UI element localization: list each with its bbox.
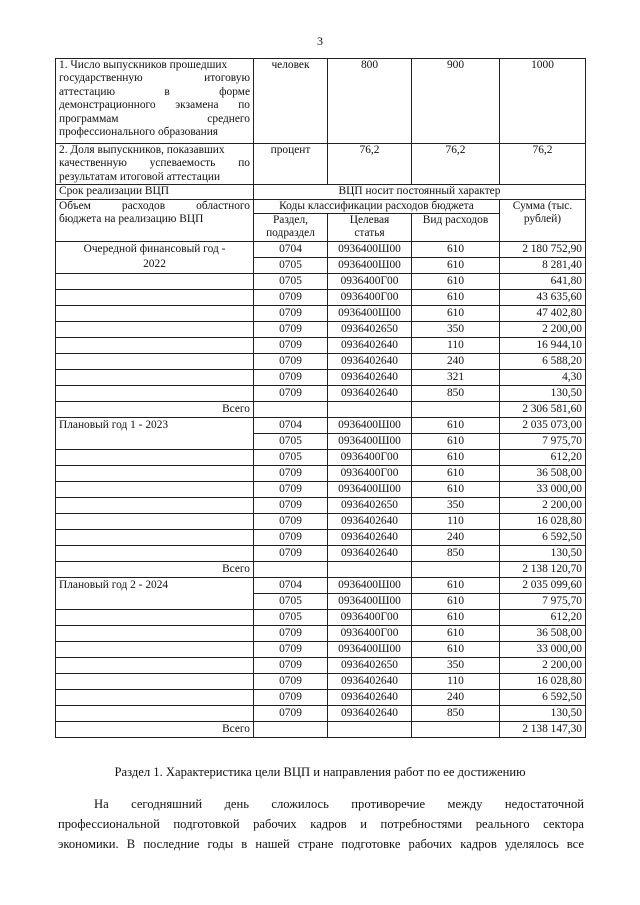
section-code: 0704 [254,577,328,593]
target-article: 0936400Г00 [328,609,412,625]
indicator-name-line: профессионального образования [59,126,219,139]
period-label [56,273,254,289]
amount: 33 000,00 [500,641,586,657]
amount: 16 028,80 [500,673,586,689]
empty-cell [328,561,412,577]
indicator-value: 1000 [500,59,586,144]
amount: 2 200,00 [500,497,586,513]
amount: 36 508,00 [500,465,586,481]
empty-cell [254,561,328,577]
indicator-name-line: результатам итоговой аттестации [59,170,221,183]
table-row [56,385,586,401]
period-label [56,353,254,369]
sum-header-line: Сумма (тыс. [512,199,573,212]
expense-type: 610 [412,433,500,449]
period-label [56,577,254,609]
expense-type: 610 [412,641,500,657]
expense-type: 610 [412,417,500,433]
target-article: 0936400Ш00 [328,641,412,657]
expense-type: 850 [412,385,500,401]
target-article: 0936402640 [328,337,412,353]
total-label: Всего [56,561,254,577]
expense-type: 240 [412,529,500,545]
indicator-name [56,144,254,185]
expense-type: 610 [412,465,500,481]
section-code: 0705 [254,257,328,273]
period-label [56,321,254,337]
term-row [56,185,586,199]
section-code: 0704 [254,417,328,433]
target-article: 0936402640 [328,385,412,401]
indicator-row [56,144,586,185]
table-row [56,465,586,481]
section-code: 0709 [254,369,328,385]
table-row [56,529,586,545]
table-row [56,321,586,337]
target-article: 0936400Ш00 [328,417,412,433]
amount: 47 402,80 [500,305,586,321]
target-article: 0936402640 [328,353,412,369]
table-row [56,577,586,593]
table-row [56,673,586,689]
period-label [56,529,254,545]
section-code: 0709 [254,353,328,369]
amount: 130,50 [500,705,586,721]
expense-type: 610 [412,273,500,289]
section-code: 0709 [254,641,328,657]
amount: 6 592,50 [500,529,586,545]
target-article: 0936400Ш00 [328,593,412,609]
target-article: 0936402640 [328,545,412,561]
indicator-unit: человек [254,59,328,144]
target-article: 0936400Г00 [328,289,412,305]
target-article: 0936400Ш00 [328,577,412,593]
amount: 16 944,10 [500,337,586,353]
expense-type: 110 [412,513,500,529]
expense-type: 610 [412,257,500,273]
amount: 612,20 [500,449,586,465]
period-label [56,657,254,673]
table-row [56,449,586,465]
amount: 130,50 [500,385,586,401]
body-line: экономики. В последние годы в нашей стране подготовке рабочих кадров уделялось все [58,837,584,851]
section-code: 0709 [254,289,328,305]
amount: 16 028,80 [500,513,586,529]
target-article: 0936402650 [328,321,412,337]
indicator-value: 800 [328,59,412,144]
expense-type: 110 [412,673,500,689]
section-code: 0709 [254,321,328,337]
period-label-line: Плановый год 2 - 2024 [59,578,169,591]
indicator-name-line: демонстрационного экзамена по [59,99,250,112]
total-row [56,401,586,417]
target-article: 0936400Ш00 [328,433,412,449]
header-row [56,199,586,213]
target-article: 0936402650 [328,657,412,673]
section-code: 0709 [254,513,328,529]
amount: 2 200,00 [500,657,586,673]
indicator-name-line: аттестацию в форме [59,85,250,98]
target-article: 0936400Г00 [328,625,412,641]
section-code: 0709 [254,481,328,497]
indicator-name-line: 2. Доля выпускников, показавших [59,144,225,156]
target-article: 0936400Ш00 [328,257,412,273]
article-header [328,214,412,242]
indicator-row [56,59,586,144]
target-article: 0936402640 [328,705,412,721]
amount: 641,80 [500,273,586,289]
term-value: ВЦП носит постоянный характер [254,185,586,199]
table-row [56,513,586,529]
sum-header [500,199,586,241]
target-article: 0936400Ш00 [328,241,412,257]
body-line: На сегодняшний день сложилось противоречие между недостаточной [94,797,584,811]
table-row [56,689,586,705]
expense-type: 350 [412,657,500,673]
period-label [56,513,254,529]
period-label [56,705,254,721]
section-header-line: подраздел [266,227,315,240]
amount: 612,20 [500,609,586,625]
period-label [56,449,254,465]
empty-cell [328,721,412,737]
period-label [56,497,254,513]
program-table [55,58,586,738]
table-row [56,625,586,641]
period-label [56,625,254,641]
period-label [56,337,254,353]
sum-header-line: рублей) [523,213,562,226]
section-code: 0709 [254,529,328,545]
table-row [56,305,586,321]
expense-type: 610 [412,481,500,497]
amount: 36 508,00 [500,625,586,641]
target-article: 0936402640 [328,513,412,529]
period-label [56,305,254,321]
period-label [56,673,254,689]
section-code: 0709 [254,673,328,689]
section-code: 0704 [254,241,328,257]
amount: 2 035 099,60 [500,577,586,593]
section-code: 0709 [254,465,328,481]
target-article: 0936400Г00 [328,449,412,465]
term-label: Срок реализации ВЦП [56,185,254,199]
amount: 7 975,70 [500,433,586,449]
indicator-unit: процент [254,144,328,185]
amount: 6 588,20 [500,353,586,369]
table-row [56,641,586,657]
period-label [56,241,254,273]
target-article: 0936400Г00 [328,273,412,289]
codes-header: Коды классификации расходов бюджета [254,199,500,213]
section-code: 0709 [254,545,328,561]
amount: 7 975,70 [500,593,586,609]
expense-type: 240 [412,689,500,705]
section-code: 0709 [254,305,328,321]
table-row [56,353,586,369]
period-label [56,641,254,657]
empty-cell [412,561,500,577]
target-article: 0936402640 [328,689,412,705]
volume-header [56,199,254,241]
table-row [56,609,586,625]
indicator-name-line: программам среднего [59,112,250,125]
expense-type: 610 [412,449,500,465]
period-label [56,369,254,385]
indicator-name-line: государственную итоговую [59,72,250,85]
section-header [254,214,328,242]
table-row [56,497,586,513]
section-code: 0709 [254,657,328,673]
period-label [56,465,254,481]
table-row [56,417,586,433]
period-label [56,689,254,705]
section-code: 0709 [254,705,328,721]
page-number: 3 [317,34,323,48]
total-row [56,561,586,577]
table-row [56,289,586,305]
period-label [56,417,254,449]
amount: 43 635,60 [500,289,586,305]
section-code: 0705 [254,593,328,609]
total-label: Всего [56,401,254,417]
expense-type: 850 [412,705,500,721]
amount: 33 000,00 [500,481,586,497]
indicator-value: 76,2 [500,144,586,185]
section-code: 0709 [254,625,328,641]
section-code: 0705 [254,609,328,625]
volume-header-line: Объем расходов областного [59,199,250,212]
indicator-value: 900 [412,59,500,144]
period-label-line: Очередной финансовый год - [83,242,226,255]
table-row [56,369,586,385]
section-heading: Раздел 1. Характеристика цели ВЦП и направления работ по ее достижению [114,765,526,779]
target-article: 0936402650 [328,497,412,513]
period-label-line: 2022 [143,257,166,270]
total-row [56,721,586,737]
article-header-line: статья [354,227,385,240]
amount: 6 592,50 [500,689,586,705]
period-label [56,481,254,497]
target-article: 0936402640 [328,529,412,545]
body-line: профессиональной подготовкой рабочих кадров и потребностями реального сектора [58,817,584,831]
volume-header-line: бюджета на реализацию ВЦП [59,213,204,226]
section-code: 0709 [254,337,328,353]
section-code: 0709 [254,689,328,705]
expense-type: 350 [412,497,500,513]
section-code: 0709 [254,385,328,401]
target-article: 0936402640 [328,673,412,689]
empty-cell [254,401,328,417]
article-header-line: Целевая [349,214,390,227]
expense-type: 240 [412,353,500,369]
expense-type: 350 [412,321,500,337]
table-row [56,705,586,721]
indicator-name-line: качественную успеваемость по [59,157,250,170]
indicator-value: 76,2 [328,144,412,185]
total-amount: 2 138 147,30 [500,721,586,737]
period-label [56,609,254,625]
expense-type: 850 [412,545,500,561]
period-label-line: Плановый год 1 - 2023 [59,418,169,431]
expense-type: 610 [412,593,500,609]
total-amount: 2 138 120,70 [500,561,586,577]
expense-type: 610 [412,241,500,257]
total-amount: 2 306 581,60 [500,401,586,417]
target-article: 0936400Г00 [328,465,412,481]
target-article: 0936402640 [328,369,412,385]
table-row [56,481,586,497]
amount: 2 035 073,00 [500,417,586,433]
indicator-name-line: 1. Число выпускников прошедших [59,59,228,71]
type-header: Вид расходов [412,214,500,242]
target-article: 0936400Ш00 [328,481,412,497]
total-label: Всего [56,721,254,737]
section-code: 0705 [254,273,328,289]
body-paragraph [58,794,584,854]
expense-type: 610 [412,305,500,321]
expense-type: 321 [412,369,500,385]
table-row [56,657,586,673]
section-header-line: Раздел, [272,214,309,227]
section-code: 0705 [254,433,328,449]
indicator-name [56,59,254,144]
period-label [56,385,254,401]
table-row [56,545,586,561]
expense-type: 610 [412,577,500,593]
expense-type: 110 [412,337,500,353]
section-code: 0709 [254,497,328,513]
period-label [56,545,254,561]
target-article: 0936400Ш00 [328,305,412,321]
expense-type: 610 [412,289,500,305]
empty-cell [254,721,328,737]
empty-cell [412,721,500,737]
table-row [56,241,586,257]
expense-type: 610 [412,609,500,625]
indicator-value: 76,2 [412,144,500,185]
table-row [56,273,586,289]
amount: 2 200,00 [500,321,586,337]
period-label [56,289,254,305]
table-row [56,337,586,353]
amount: 130,50 [500,545,586,561]
expense-type: 610 [412,625,500,641]
amount: 2 180 752,90 [500,241,586,257]
empty-cell [412,401,500,417]
amount: 4,30 [500,369,586,385]
amount: 8 281,40 [500,257,586,273]
empty-cell [328,401,412,417]
section-code: 0705 [254,449,328,465]
